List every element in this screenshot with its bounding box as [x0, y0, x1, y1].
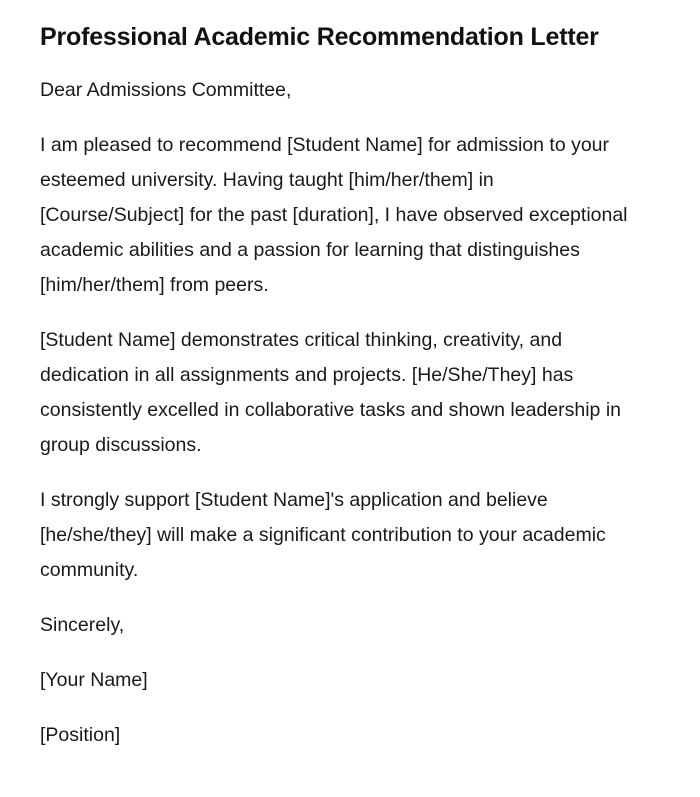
recommendation-letter [40, 0, 640, 753]
page-title: Professional Academic Recommendation Letter [40, 23, 599, 51]
signature-position: [Position] [40, 724, 121, 746]
letter-salutation: Dear Admissions Committee, [40, 79, 292, 101]
letter-paragraph-2: [Student Name] demonstrates critical thinking, creativity, and dedication in all assignments and projects. [He/She/They] has consistently excelled in collaborative tasks and shown leadership in group discussions. [40, 329, 621, 456]
letter-paragraph-1: I am pleased to recommend [Student Name] for admission to your esteemed university. Having taught [him/her/them] in [Course/Subject] for the past [duration], I have observed exceptional academic abilities and a passion for learning that distinguishes [him/her/them] from peers. [40, 134, 628, 296]
signature-name: [Your Name] [40, 669, 148, 691]
letter-paragraph-3: I strongly support [Student Name]'s application and believe [he/she/they] will make a significant contribution to your academic community. [40, 489, 606, 581]
letter-closing: Sincerely, [40, 614, 125, 636]
